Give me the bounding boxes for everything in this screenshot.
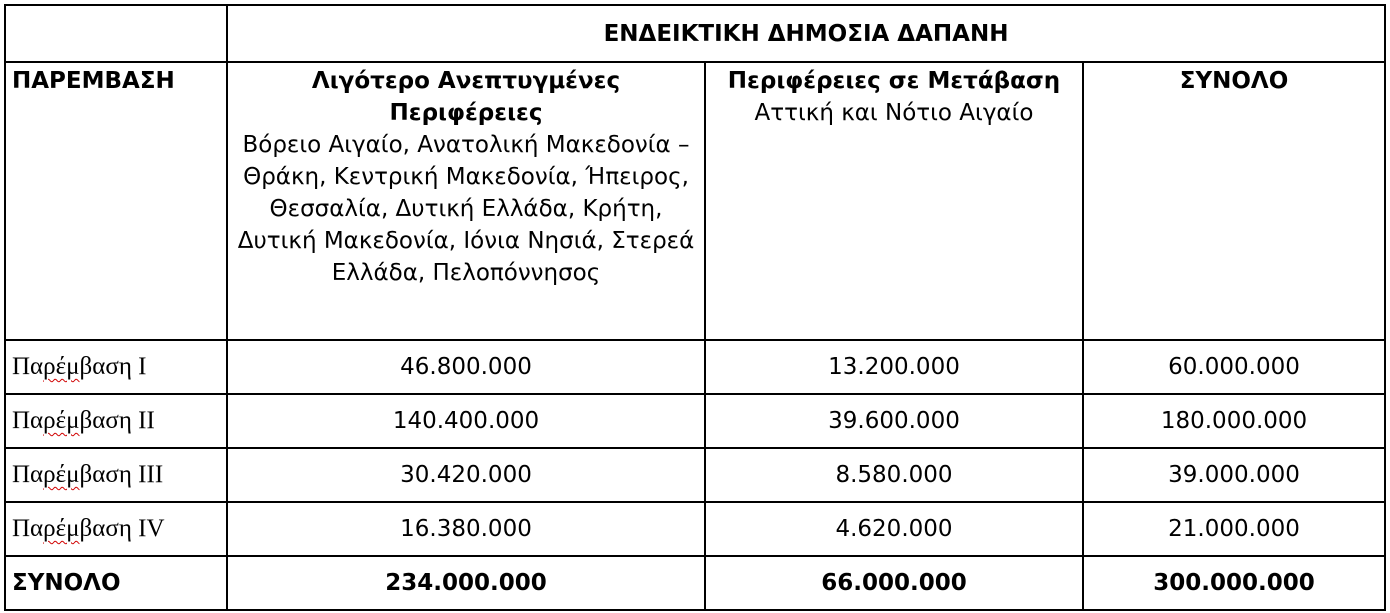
table-row <box>5 394 1385 448</box>
table-row <box>5 502 1385 556</box>
col-header-less-developed <box>227 62 705 340</box>
transition-title: Περιφέρειες σε Μετάβαση <box>727 68 1061 94</box>
cell-transition: 4.620.000 <box>705 502 1083 556</box>
cell-transition: 13.200.000 <box>705 340 1083 394</box>
column-header-row <box>5 62 1385 340</box>
total-transition: 66.000.000 <box>705 556 1083 610</box>
group-header-row <box>5 5 1385 62</box>
cell-less-developed: 30.420.000 <box>227 448 705 502</box>
grand-total: 300.000.000 <box>1083 556 1385 610</box>
row-label: Παρέμβαση ΙΙ <box>5 394 227 448</box>
cell-transition: 8.580.000 <box>705 448 1083 502</box>
cell-total: 180.000.000 <box>1083 394 1385 448</box>
group-title: ΕΝΔΕΙΚΤΙΚΗ ΔΗΜΟΣΙΑ ΔΑΠΑΝΗ <box>227 5 1385 62</box>
col-header-transition <box>705 62 1083 340</box>
row-label: Παρέμβαση Ι <box>5 340 227 394</box>
col-header-total: ΣΥΝΟΛΟ <box>1083 62 1385 340</box>
totals-label: ΣΥΝΟΛΟ <box>5 556 227 610</box>
row-label: Παρέμβαση ΙV <box>5 502 227 556</box>
table-row <box>5 340 1385 394</box>
cell-less-developed: 16.380.000 <box>227 502 705 556</box>
cell-total: 60.000.000 <box>1083 340 1385 394</box>
transition-regions: Αττική και Νότιο Αιγαίο <box>754 100 1034 126</box>
cell-total: 21.000.000 <box>1083 502 1385 556</box>
cell-less-developed: 46.800.000 <box>227 340 705 394</box>
total-less-developed: 234.000.000 <box>227 556 705 610</box>
cell-transition: 39.600.000 <box>705 394 1083 448</box>
public-expenditure-table <box>4 4 1386 611</box>
table-row <box>5 448 1385 502</box>
cell-total: 39.000.000 <box>1083 448 1385 502</box>
col-header-intervention: ΠΑΡΕΜΒΑΣΗ <box>5 62 227 340</box>
less-developed-title: Λιγότερο Ανεπτυγμένες Περιφέρειες <box>311 68 621 126</box>
empty-corner-cell <box>5 5 227 62</box>
row-label: Παρέμβαση ΙΙΙ <box>5 448 227 502</box>
totals-row <box>5 556 1385 610</box>
cell-less-developed: 140.400.000 <box>227 394 705 448</box>
less-developed-regions: Βόρειο Αιγαίο, Ανατολική Μακεδονία – Θράκη, Κεντρική Μακεδονία, Ήπειρος, Θεσσαλία, Δυτική Ελλάδα, Κρήτη, Δυτική Μακεδονία, Ιόνια Νησιά, Στερεά Ελλάδα, Πελοπόννησος <box>237 132 695 286</box>
